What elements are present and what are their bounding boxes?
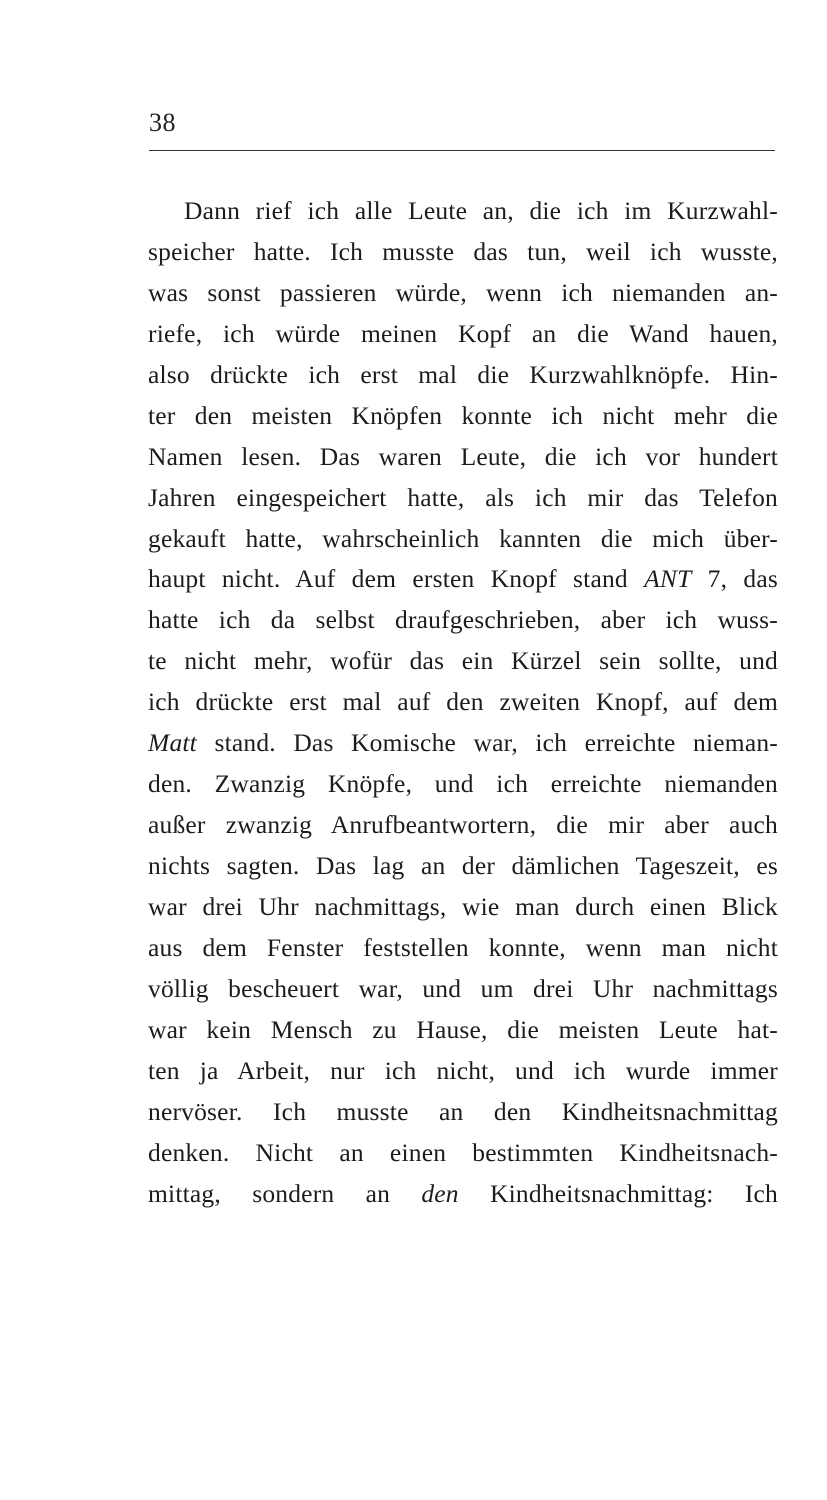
- text-line: riefe, ich würde meinen Kopf an die Wand hauen,: [148, 318, 778, 348]
- text-line: aus dem Fenster feststellen konnte, wenn man nicht: [148, 932, 778, 962]
- italic-term: Matt: [148, 728, 197, 758]
- text-line: ten ja Arbeit, nur ich nicht, und ich wurde immer: [148, 1055, 778, 1085]
- text-line: war drei Uhr nachmittags, wie man durch einen Blick: [148, 891, 778, 921]
- text-line: hatte ich da selbst draufgeschrieben, aber ich wuss-: [148, 605, 778, 635]
- text-line: [148, 723, 778, 764]
- text-segment: stand. Das Komische war, ich erreichte nieman-: [196, 728, 778, 758]
- text-line: was sonst passieren würde, wenn ich niemanden an-: [148, 277, 778, 307]
- text-line: Namen lesen. Das waren Leute, die ich vor hundert: [148, 441, 778, 471]
- text-line: war kein Mensch zu Hause, die meisten Leute hat-: [148, 1014, 778, 1044]
- text-line: denken. Nicht an einen bestimmten Kindheitsnach-: [148, 1137, 778, 1167]
- italic-term: den: [421, 1178, 459, 1208]
- body-paragraph: [148, 191, 778, 1214]
- page-number: 38: [149, 108, 176, 137]
- text-line: also drückte ich erst mal die Kurzwahlknöpfe. Hin-: [148, 359, 778, 389]
- text-line: ter den meisten Knöpfen konnte ich nicht mehr die: [148, 400, 778, 430]
- text-segment: Kindheitsnachmittag: Ich: [458, 1178, 778, 1208]
- text-line: nichts sagten. Das lag an der dämlichen Tageszeit, es: [148, 851, 778, 880]
- text-segment: 7, das: [691, 564, 778, 594]
- text-segment: mittag, sondern an: [148, 1178, 422, 1208]
- text-line: den. Zwanzig Knöpfe, und ich erreichte niemanden: [148, 769, 778, 799]
- text-line: [148, 1174, 778, 1215]
- text-line: speicher hatte. Ich musste das tun, weil ich wusste,: [148, 236, 778, 266]
- header-rule: [149, 150, 775, 151]
- text-line: Jahren eingespeichert hatte, als ich mir das Telefon: [148, 482, 778, 512]
- text-line: Dann rief ich alle Leute an, die ich im Kurzwahl-: [184, 196, 778, 225]
- text-line: ich drückte erst mal auf den zweiten Knopf, auf dem: [148, 687, 778, 717]
- italic-term: ANT: [644, 564, 692, 594]
- text-segment: haupt nicht. Auf dem ersten Knopf stand: [148, 564, 645, 594]
- text-line: [148, 559, 778, 600]
- text-line: te nicht mehr, wofür das ein Kürzel sein sollte, und: [148, 646, 778, 676]
- text-line: gekauft hatte, wahrscheinlich kannten die mich über-: [148, 523, 778, 553]
- text-line: völlig bescheuert war, und um drei Uhr nachmittags: [148, 973, 778, 1003]
- text-line: nervöser. Ich musste an den Kindheitsnachmittag: [148, 1096, 778, 1126]
- text-line: außer zwanzig Anrufbeantwortern, die mir aber auch: [148, 810, 778, 840]
